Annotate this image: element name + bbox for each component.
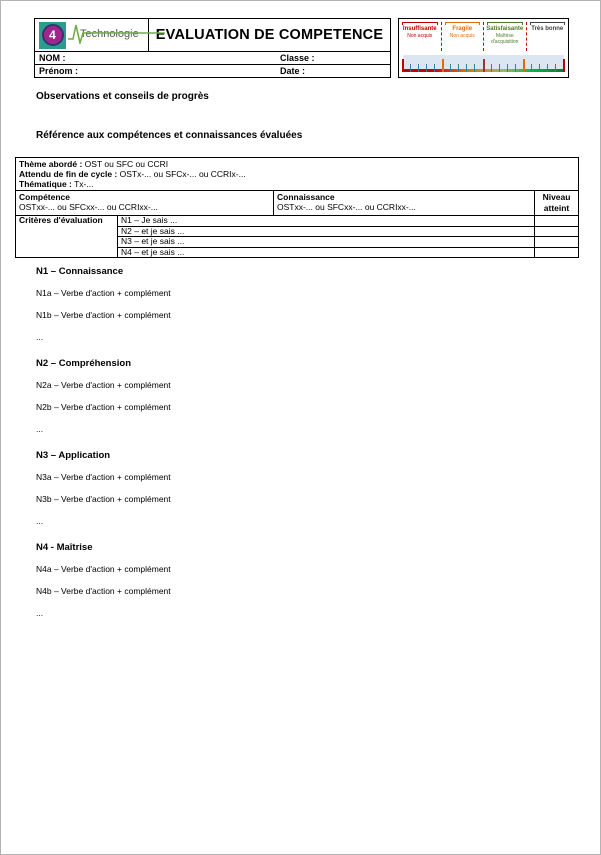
- ruler-tick: [410, 64, 411, 72]
- observations-heading: Observations et conseils de progrès: [36, 91, 209, 102]
- ruler-tick: [515, 64, 516, 72]
- theme-value: OST ou SFC ou CCRI: [82, 159, 169, 169]
- level-ellipsis: ...: [36, 608, 44, 618]
- zone-label: Fragile: [452, 26, 473, 32]
- level-item: N4b – Verbe d'action + complément: [36, 586, 171, 596]
- ruler-tick: [555, 64, 556, 72]
- level-n2-section: [36, 358, 171, 450]
- thematique-label: Thématique :: [19, 179, 72, 189]
- brand-wordmark: [68, 28, 139, 43]
- row-prenom-date: [35, 64, 390, 77]
- ruler-tick: [458, 64, 459, 72]
- brand-text-pre: Technolog: [80, 27, 131, 40]
- level-heading: N3 – Application: [36, 450, 111, 461]
- mastery-ruler: [403, 55, 564, 72]
- logo: [35, 19, 149, 51]
- criteria-n4-cell: N4 – et je sais ...: [118, 247, 535, 258]
- niveau-n1-cell: [535, 216, 579, 227]
- zone-tres-bonne: [527, 22, 569, 51]
- brand-text-e: e: [132, 27, 139, 40]
- level-item: N2a – Verbe d'action + complément: [36, 380, 171, 390]
- level-item: N1a – Verbe d'action + complément: [36, 288, 171, 298]
- level-heading: N4 - Maîtrise: [36, 542, 93, 553]
- niveau-atteint-header: [535, 191, 579, 216]
- niveau-n4-cell: [535, 247, 579, 258]
- ruler-tick: [531, 64, 532, 72]
- competence-header: Compétence: [19, 192, 71, 202]
- connaissance-header: Connaissance: [277, 192, 335, 202]
- criteria-row-n1: [16, 216, 579, 227]
- zone-bracket: [487, 22, 523, 25]
- criteria-n1-cell: N1 – Je sais ...: [118, 216, 535, 227]
- ruler-boundary-tick: [483, 59, 485, 72]
- ruler-tick: [450, 64, 451, 72]
- ruler-tick: [539, 64, 540, 72]
- theme-label: Thème abordé :: [19, 159, 83, 169]
- criteria-n2-cell: N2 – et je sais ...: [118, 226, 535, 237]
- level-n3-section: [36, 450, 171, 542]
- zone-sublabel: Non acquis: [449, 33, 475, 39]
- ruler-boundary-tick: [402, 59, 404, 72]
- niveau-header-line1: Niveau: [542, 192, 571, 202]
- ruler-tick: [474, 64, 475, 72]
- prenom-label: Prénom :: [39, 66, 79, 76]
- level-item: N2b – Verbe d'action + complément: [36, 402, 171, 412]
- level-n1-section: [36, 266, 171, 358]
- pulse-icon: [68, 22, 166, 44]
- theme-cell: [16, 158, 579, 191]
- thematique-value: Tx-...: [71, 179, 94, 189]
- zone-label: Insuffisante: [402, 26, 437, 32]
- niveau-n2-cell: [535, 226, 579, 237]
- zone-fragile: [442, 22, 485, 51]
- level-item: N3b – Verbe d'action + complément: [36, 494, 171, 504]
- zone-sublabel: Maîtrise d'acquisition: [491, 33, 519, 45]
- level-heading: N1 – Connaissance: [36, 266, 124, 277]
- niveau-header-line2: atteint: [543, 203, 570, 213]
- zone-sublabel: Non acquis: [407, 33, 433, 39]
- ruler-boundary-tick: [523, 59, 525, 72]
- date-label: Date :: [280, 66, 306, 76]
- title-cell: [149, 19, 390, 51]
- ruler-tick: [547, 64, 548, 72]
- theme-row: [16, 158, 579, 191]
- mastery-scale-box: [398, 18, 569, 78]
- level-n4-section: [36, 542, 171, 634]
- classe-label: Classe :: [280, 53, 315, 63]
- zone-bracket: [530, 22, 566, 25]
- logo-square: [39, 22, 66, 49]
- zone-label: Satisfaisante: [486, 26, 524, 32]
- header-identity-block: [34, 18, 391, 78]
- level-item: N1b – Verbe d'action + complément: [36, 310, 171, 320]
- level-ellipsis: ...: [36, 516, 44, 526]
- ruler-tick: [426, 64, 427, 72]
- competence-reference-table: [15, 157, 579, 258]
- brand-text-i: i: [130, 27, 133, 40]
- logo-number: 4: [42, 24, 64, 46]
- zone-insuffisante: [399, 22, 442, 51]
- ruler-tick: [418, 64, 419, 72]
- attendu-label: Attendu de fin de cycle :: [19, 169, 118, 179]
- connaissance-code: OSTxx-... ou SFCxx-... ou CCRIxx-...: [277, 202, 416, 212]
- level-descriptors: [36, 266, 171, 634]
- niveau-n3-cell: [535, 237, 579, 248]
- reference-heading: Référence aux compétences et connaissances évaluées: [36, 130, 303, 141]
- zone-bracket: [402, 22, 438, 25]
- level-ellipsis: ...: [36, 424, 44, 434]
- ruler-boundary-tick: [563, 59, 565, 72]
- criteres-label-cell: Critères d'évaluation: [16, 216, 118, 258]
- header-top-row: [35, 19, 390, 52]
- competence-cell: [16, 191, 274, 216]
- ruler-boundary-tick: [442, 59, 444, 72]
- level-ellipsis: ...: [36, 332, 44, 342]
- ruler-tick: [507, 64, 508, 72]
- row-nom-classe: [35, 52, 390, 64]
- ruler-tick: [491, 64, 492, 72]
- ruler-tick: [466, 64, 467, 72]
- zone-label: Très bonne: [531, 26, 564, 32]
- header-row: [16, 191, 579, 216]
- ruler-tick: [499, 64, 500, 72]
- ruler-tick: [434, 64, 435, 72]
- zone-satisfaisante: [484, 22, 527, 51]
- level-item: N3a – Verbe d'action + complément: [36, 472, 171, 482]
- criteria-n3-cell: N3 – et je sais ...: [118, 237, 535, 248]
- competence-code: OSTxx-... ou SFCxx-... ou CCRIxx-...: [19, 202, 158, 212]
- document-title: EVALUATION DE COMPETENCE: [155, 27, 384, 43]
- level-heading: N2 – Compréhension: [36, 358, 132, 369]
- scale-zone-labels: [399, 19, 568, 51]
- level-item: N4a – Verbe d'action + complément: [36, 564, 171, 574]
- zone-bracket: [445, 22, 481, 25]
- attendu-value: OSTx-... ou SFCx-... ou CCRIx-...: [117, 169, 246, 179]
- connaissance-cell: [274, 191, 535, 216]
- nom-label: NOM :: [39, 53, 66, 63]
